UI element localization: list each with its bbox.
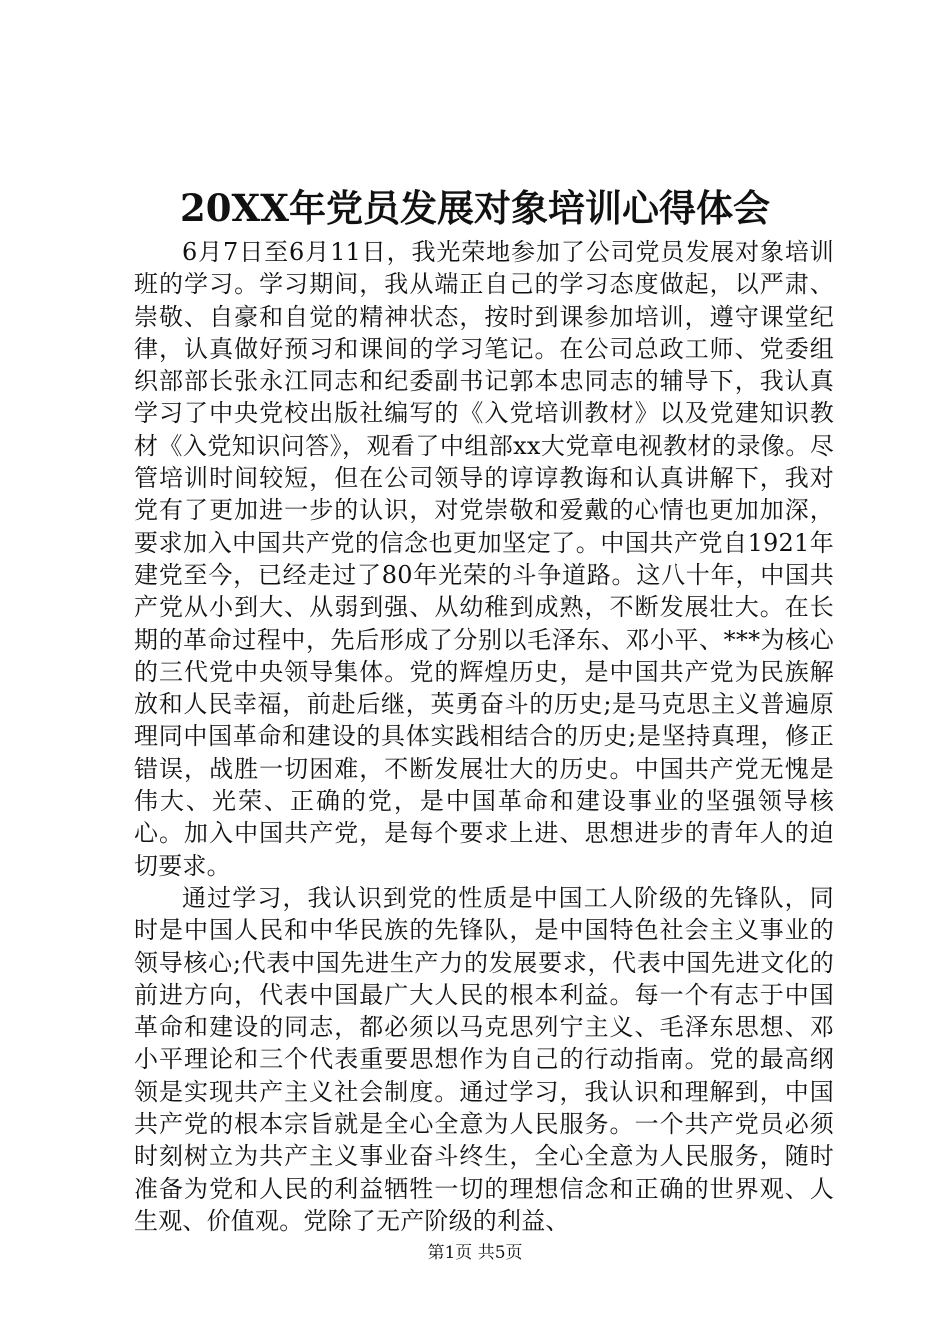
document-title: 20XX年党员发展对象培训心得体会 bbox=[180, 186, 770, 230]
page-footer: 第1页 共5页 bbox=[427, 1243, 523, 1263]
paragraph-1: 6月7日至6月11日，我光荣地参加了公司党员发展对象培训班的学习。学习期间，我从端正自己的学习态度做起，以严肃、崇敬、自豪和自觉的精神状态，按时到课参加培训，遵守课堂纪律，认真做好预习和课间的学习笔记。在公司总政工师、党委组织部部长张永江同志和纪委副书记郭本忠同志的辅导下，我认真学习了中央党校出版社编写的《入党培训教材》以及党建知识教材《入党知识问答》，观看了中组部xx大党章电视教材的录像。尽管培训时间较短，但在公司领导的谆谆教诲和认真讲解下，我对党有了更加进一步的认识，对党崇敬和爱戴的心情也更加加深，要求加入中国共产党的信念也更加坚定了。中国共产党自1921年建党至今，已经走过了80年光荣的斗争道路。这八十年，中国共产党从小到大、从弱到强、从幼稚到成熟，不断发展壮大。在长期的革命过程中，先后形成了分别以毛泽东、邓小平、***为核心的三代党中央领导集体。党的辉煌历史，是中国共产党为民族解放和人民幸福，前赴后继，英勇奋斗的历史;是马克思主义普遍原理同中国革命和建设的具体实践相结合的历史;是坚持真理，修正错误，战胜一切困难，不断发展壮大的历史。中国共产党无愧是伟大、光荣、正确的党，是中国革命和建设事业的坚强领导核心。加入中国共产党，是每个要求上进、思想进步的青年人的迫切要求。 bbox=[134, 238, 834, 880]
document-body bbox=[134, 236, 834, 1237]
paragraph-2: 通过学习，我认识到党的性质是中国工人阶级的先锋队，同时是中国人民和中华民族的先锋队，是中国特色社会主义事业的领导核心;代表中国先进生产力的发展要求，代表中国先进文化的前进方向，代表中国最广大人民的根本利益。每一个有志于中国革命和建设的同志，都必须以马克思列宁主义、毛泽东思想、邓小平理论和三个代表重要思想作为自己的行动指南。党的最高纲领是实现共产主义社会制度。通过学习，我认识和理解到，中国共产党的根本宗旨就是全心全意为人民服务。一个共产党员必须时刻树立为共产主义事业奋斗终生，全心全意为人民服务，随时准备为党和人民的利益牺牲一切的理想信念和正确的世界观、人生观、价值观。党除了无产阶级的利益、 bbox=[134, 883, 834, 1235]
